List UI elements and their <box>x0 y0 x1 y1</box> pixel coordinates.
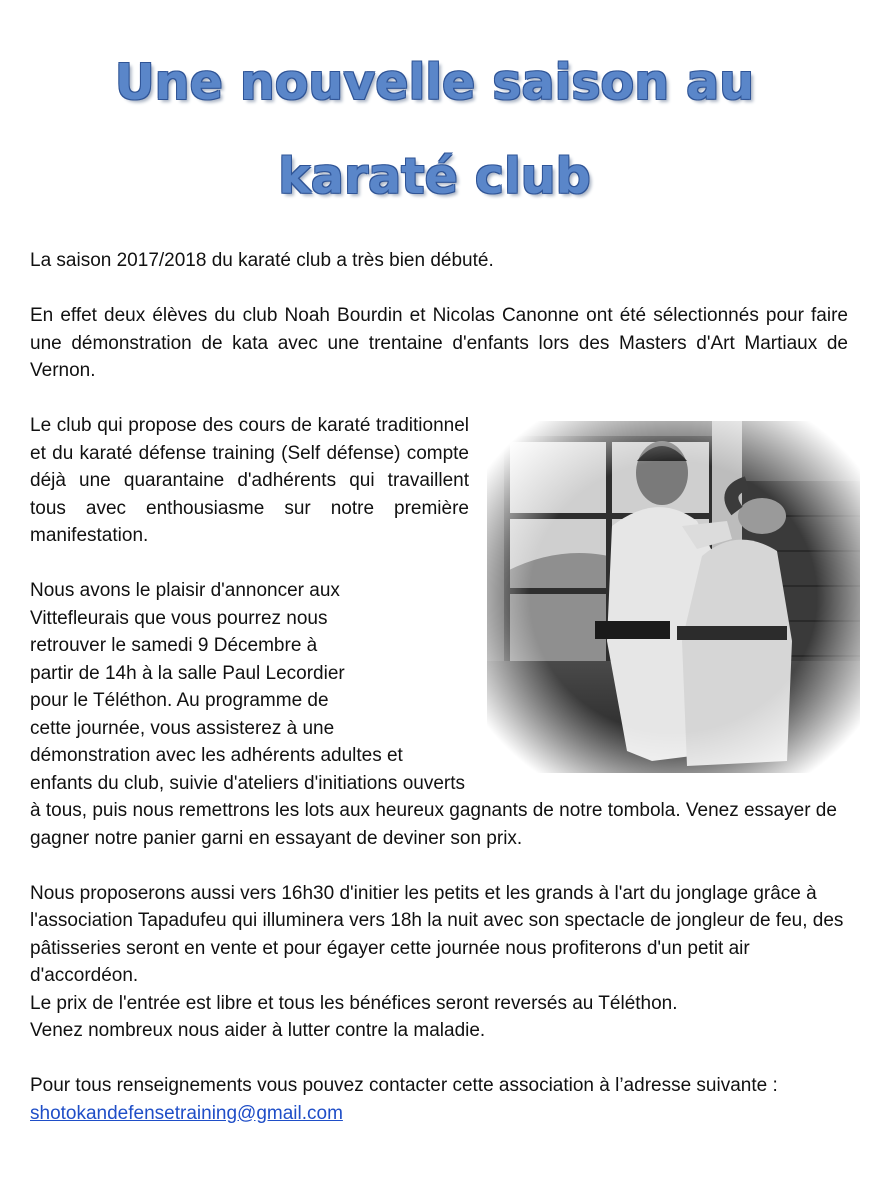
paragraph-call-to-action: Venez nombreux nous aider à lutter contre la maladie. <box>30 1020 486 1041</box>
contact-email-row <box>30 1100 848 1128</box>
telethon-line: partir de 14h à la salle Paul Lecordier <box>30 662 345 684</box>
telethon-line: cette journée, vous assisterez à une <box>30 717 335 739</box>
contact-email-link[interactable]: shotokandefensetraining@gmail.com <box>30 1102 343 1124</box>
karate-photo <box>487 421 860 773</box>
spacer <box>30 385 848 413</box>
paragraph-season: La saison 2017/2018 du karaté club a très bien débuté. <box>30 250 494 271</box>
telethon-line: retrouver le samedi 9 Décembre à <box>30 635 318 656</box>
telethon-line: Vittefleurais que vous pourrez nous <box>30 607 328 629</box>
article-body <box>30 247 848 1127</box>
telethon-line: pour le Téléthon. Au programme de <box>30 690 329 711</box>
paragraph-contact: Pour tous renseignements vous pouvez contacter cette association à l’adresse suivante : <box>30 1075 778 1096</box>
karate-photo-illustration <box>487 421 860 773</box>
spacer <box>30 852 848 880</box>
title-line-1: Une nouvelle saison au <box>114 54 755 111</box>
paragraph-entry-price: Le prix de l'entrée est libre et tous les bénéfices seront reversés au Téléthon. <box>30 992 678 1014</box>
article-title <box>0 36 869 224</box>
spacer <box>30 275 848 303</box>
paragraph-jonglage: Nous proposerons aussi vers 16h30 d'initier les petits et les grands à l'art du jonglage grâce à l'association Tapadufeu qui illuminera vers 18h la nuit avec son spectacle de jongleur de feu, des pâtisseries seront en vente et pour égayer cette journée nous profiterons d'un petit air d'accordéon. <box>30 882 844 986</box>
telethon-continuation: démonstration avec les adhérents adultes et enfants du club, suivie d'ateliers d'initiations ouverts à tous, puis nous remettrons les lots aux heureux gagnants de notre tombola. Venez essayer de gagner notre panier garni en essayant de deviner son prix. <box>30 745 837 849</box>
paragraph-demonstration: En effet deux élèves du club Noah Bourdin et Nicolas Canonne ont été sélectionnés pour faire une démonstration de kata avec une trentaine d'enfants lors des Masters d'Art Martiaux de Vernon. <box>30 305 848 381</box>
paragraph-club: Le club qui propose des cours de karaté traditionnel et du karaté défense training (Self défense) compte déjà une quarantaine d'adhérents qui travaillent tous avec enthousiasme sur notre première manifestation. <box>30 415 469 546</box>
telethon-line: Nous avons le plaisir d'annoncer aux <box>30 580 340 601</box>
title-line-2: karaté club <box>278 148 591 205</box>
spacer <box>30 1045 848 1073</box>
